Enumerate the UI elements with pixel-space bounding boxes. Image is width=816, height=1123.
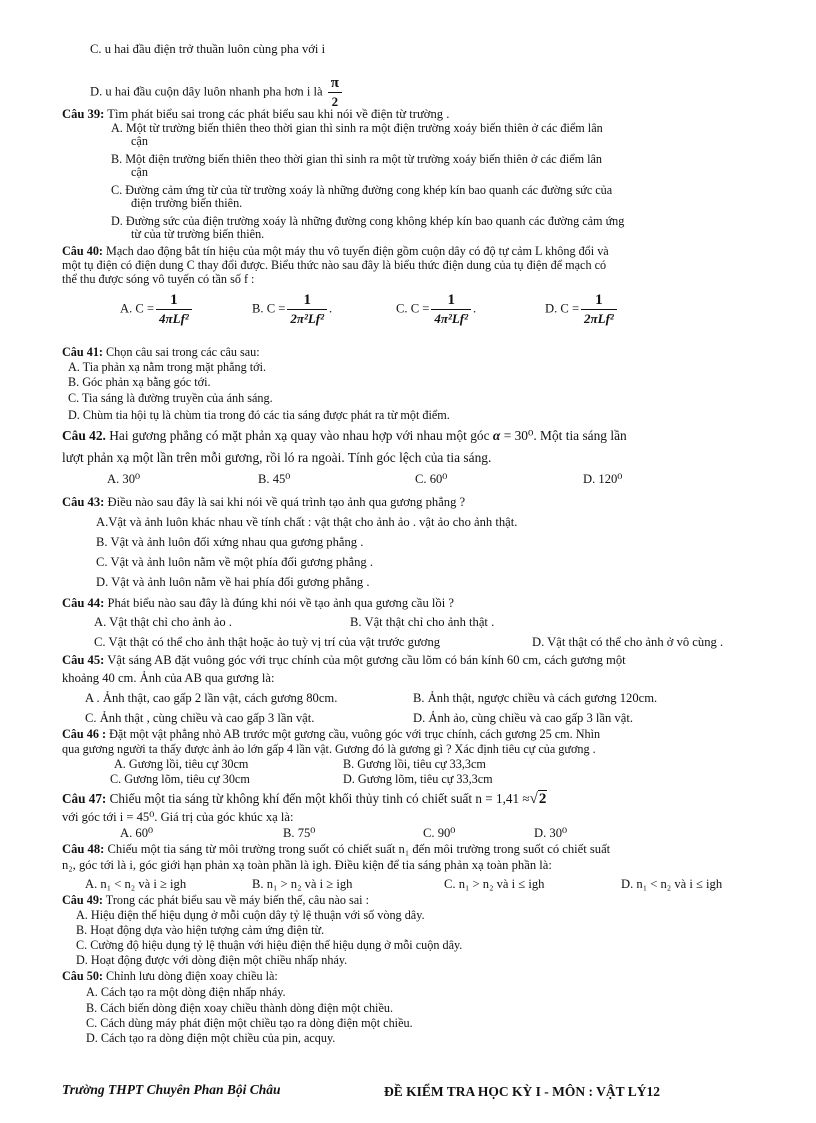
q39-option-d-cont: từ của từ trường biến thiên. xyxy=(131,227,265,241)
q41-stem-text: Chọn câu sai trong các câu sau: xyxy=(106,345,260,359)
q40-a-fraction xyxy=(156,292,192,327)
q44-option-c: C. Vật thật có thể cho ảnh thật hoặc ảo tuỳ vị trí của vật trước gương xyxy=(94,635,441,649)
q40-c-den: 4π²Lf² xyxy=(434,311,469,326)
q39-stem xyxy=(62,107,449,121)
q49-option-b: B. Hoạt động dựa vào hiện tượng cảm ứng điện từ. xyxy=(76,923,325,937)
q47-option-b: B. 75⁰ xyxy=(283,826,316,840)
q44-stem xyxy=(62,596,454,610)
q40-option-c xyxy=(396,292,476,327)
footer-exam-title: ĐỀ KIỂM TRA HỌC KỲ I - MÔN : VẬT LÝ12 xyxy=(384,1084,661,1099)
alpha-symbol: α xyxy=(492,428,501,443)
q48-option-d: D. n₁ < n₂ và i ≤ igh xyxy=(621,877,723,891)
q50-stem-text: Chỉnh lưu dòng điện xoay chiều là: xyxy=(102,969,278,983)
q39-stem-text: Tìm phát biểu sai trong các phát biểu sau khi nói về điện từ trường . xyxy=(107,107,450,121)
q43-number: Câu 43: xyxy=(62,495,105,509)
q47-stem-line1: Chiếu một tia sáng từ không khí đến một khối thủy tinh có chiết suất n = 1,41 ≈ xyxy=(109,791,530,806)
q41-option-c: C. Tia sáng là đường truyền của ánh sáng. xyxy=(68,391,273,405)
q50-option-a: A. Cách tạo ra một dòng điện nhấp nháy. xyxy=(86,985,286,999)
q40-c-label: C. C = xyxy=(396,301,430,316)
q43-option-b: B. Vật và ảnh luôn đối xứng nhau qua gương phẳng . xyxy=(96,535,364,549)
q39-option-b-cont: cận xyxy=(131,165,148,179)
q47-option-c: C. 90⁰ xyxy=(423,826,456,840)
q50-option-b: B. Cách biến dòng điện xoay chiều thành dòng điện một chiều. xyxy=(86,1001,393,1015)
q42-stem xyxy=(62,429,627,443)
q46-option-c: C. Gương lõm, tiêu cự 30cm xyxy=(110,772,250,786)
q40-d-den: 2πLf² xyxy=(584,311,614,326)
q46-option-a: A. Gương lồi, tiêu cự 30cm xyxy=(114,757,249,771)
q46-stem xyxy=(62,727,600,741)
q41-option-d: D. Chùm tia hội tụ là chùm tia trong đó các tia sáng được phát ra từ một điểm. xyxy=(68,408,450,422)
q47-stem-line2: với góc tới i = 45⁰. Giá trị của góc khúc xạ là: xyxy=(62,810,294,824)
q50-option-d: D. Cách tạo ra dòng điện một chiều của pin, acquy. xyxy=(86,1031,336,1045)
q45-option-c: C. Ảnh thật , cùng chiều và cao gấp 3 lần vật. xyxy=(85,711,315,725)
q40-a-num: 1 xyxy=(156,292,192,310)
q39-option-d: D. Đường sức của điện trường xoáy là những đường cong không khép kín bao quanh các đường cảm ứng xyxy=(111,214,625,228)
q42-stem-line2: lượt phản xạ một lần trên mỗi gương, rồi ló ra ngoài. Tính góc lệch của tia sáng. xyxy=(62,450,492,465)
q38-option-d-text: D. u hai đầu cuộn dây luôn nhanh pha hơn i là xyxy=(90,84,323,99)
q48-stem-line2: n₂, góc tới là i, góc giới hạn phản xạ toàn phần là igh. Điều kiện để tia sáng phản xạ toàn phần là: xyxy=(62,858,552,872)
q40-b-label: B. C = xyxy=(252,301,286,316)
q40-option-d xyxy=(545,292,619,327)
q38-frac-num: π xyxy=(328,75,342,93)
q40-number: Câu 40: xyxy=(62,244,103,258)
q39-option-b: B. Một điện trường biến thiên theo thời gian thì sinh ra một từ trường xoáy biến thiên ở các điểm lân xyxy=(111,152,603,166)
q44-option-d: D. Vật thật có thể cho ảnh ở vô cùng . xyxy=(532,635,724,649)
q40-c-fraction xyxy=(431,292,471,327)
q40-option-b xyxy=(252,292,332,327)
q40-stem xyxy=(62,244,609,258)
q50-option-c: C. Cách dùng máy phát điện một chiều tạo ra dòng điện một chiều. xyxy=(86,1016,413,1030)
q48-stem-line1: Chiếu một tia sáng từ môi trường trong suốt có chiết suất n₁ đến môi trường trong suốt có chiết suất xyxy=(107,842,611,856)
q46-stem-line1: Đặt một vật phẳng nhỏ AB trước một gương cầu, vuông góc với trục chính, cách gương 25 cm. Nhìn xyxy=(109,727,601,741)
q43-option-c: C. Vật và ảnh luôn nằm về một phía đối gương phẳng . xyxy=(96,555,373,569)
q41-number: Câu 41: xyxy=(62,345,103,359)
q40-a-label: A. C = xyxy=(120,301,155,316)
q39-option-c-cont: điện trường biến thiên. xyxy=(131,196,243,210)
q44-stem-text: Phát biểu nào sau đây là đúng khi nói về tạo ảnh qua gương cầu lồi ? xyxy=(107,596,454,610)
q43-stem xyxy=(62,495,465,509)
q40-d-fraction xyxy=(581,292,617,327)
q45-stem-line1: Vật sáng AB đặt vuông góc với trục chính của một gương cầu lõm có bán kính 60 cm, cách gương một xyxy=(107,653,626,667)
q44-option-b: B. Vật thật chỉ cho ảnh thật . xyxy=(350,615,495,629)
q48-stem xyxy=(62,842,610,856)
q38-option-c: C. u hai đầu điện trở thuần luôn cùng pha với i xyxy=(90,42,326,56)
q39-number: Câu 39: xyxy=(62,107,105,121)
q49-option-d: D. Hoạt động được với dòng điện một chiều nhấp nháy. xyxy=(76,953,348,967)
q42-option-a: A. 30⁰ xyxy=(107,472,141,486)
q41-option-b: B. Góc phản xạ bằng góc tới. xyxy=(68,375,211,389)
q46-option-b: B. Gương lồi, tiêu cự 33,3cm xyxy=(343,757,486,771)
q40-d-label: D. C = xyxy=(545,301,580,316)
q49-option-c: C. Cường độ hiệu dụng tỷ lệ thuận với hiệu điện thế hiệu dụng ở mỗi cuộn dây. xyxy=(76,938,463,952)
q47-number: Câu 47: xyxy=(62,791,107,806)
q48-number: Câu 48: xyxy=(62,842,105,856)
q38-option-d xyxy=(90,75,344,110)
q44-option-a: A. Vật thật chỉ cho ảnh ảo . xyxy=(94,615,232,629)
q45-option-a: A . Ảnh thật, cao gấp 2 lần vật, cách gương 80cm. xyxy=(85,691,338,705)
q48-option-a: A. n₁ < n₂ và i ≥ igh xyxy=(85,877,187,891)
q48-option-b: B. n₁ > n₂ và i ≥ igh xyxy=(252,877,353,891)
q40-b-den: 2π²Lf² xyxy=(290,311,325,326)
q45-option-b: B. Ảnh thật, ngược chiều và cách gương 120cm. xyxy=(413,691,658,705)
q39-option-a: A. Một từ trường biến thiên theo thời gian thì sinh ra một điện trường xoáy biến thiên ở các điểm lân xyxy=(111,121,603,135)
q49-stem xyxy=(62,893,369,907)
q42-option-b: B. 45⁰ xyxy=(258,472,291,486)
q40-c-post: . xyxy=(473,301,477,316)
q45-stem xyxy=(62,653,626,667)
q40-b-fraction xyxy=(287,292,327,327)
q49-number: Câu 49: xyxy=(62,893,103,907)
q42-stem-line1-end: = 30⁰. Một tia sáng lần xyxy=(503,428,627,443)
q49-option-a: A. Hiệu điện thế hiệu dụng ở mỗi cuộn dây tỷ lệ thuận với số vòng dây. xyxy=(76,908,425,922)
q41-option-a: A. Tia phản xạ nằm trong mặt phẳng tới. xyxy=(68,360,267,374)
q40-b-post: . xyxy=(329,301,333,316)
q42-option-d: D. 120⁰ xyxy=(583,472,623,486)
footer-school-name: Trường THPT Chuyên Phan Bội Châu xyxy=(62,1082,281,1097)
q42-number: Câu 42. xyxy=(62,428,106,443)
q40-d-num: 1 xyxy=(581,292,617,310)
q43-option-d: D. Vật và ảnh luôn nằm về hai phía đối gương phẳng . xyxy=(96,575,370,589)
q40-a-den: 4πLf² xyxy=(159,311,189,326)
q42-stem-line1: Hai gương phẳng có mặt phản xạ quay vào nhau hợp với nhau một góc xyxy=(109,428,490,443)
q40-b-num: 1 xyxy=(287,292,327,310)
q42-option-c: C. 60⁰ xyxy=(415,472,448,486)
q46-number: Câu 46 : xyxy=(62,727,107,741)
sqrt-symbol: √2 xyxy=(529,791,547,807)
q41-stem xyxy=(62,345,260,359)
q46-stem-line2: qua gương người ta thấy được ảnh ảo lớn gấp 4 lần vật. Gương đó là gương gì ? Xác định tiêu cự của gương . xyxy=(62,742,596,756)
q47-stem xyxy=(62,792,547,806)
q40-stem-line3: thể thu được sóng vô tuyến có tần số f : xyxy=(62,272,255,286)
q47-option-a: A. 60⁰ xyxy=(120,826,154,840)
q39-option-c: C. Đường cảm ứng từ của từ trường xoáy là những đường cong khép kín bao quanh các đường sức của xyxy=(111,183,613,197)
q50-stem xyxy=(62,969,278,983)
q43-stem-text: Điều nào sau đây là sai khi nói về quá trình tạo ảnh qua gương phẳng ? xyxy=(107,495,466,509)
q50-number: Câu 50: xyxy=(62,969,103,983)
q38-frac-den: 2 xyxy=(331,94,339,109)
q40-c-num: 1 xyxy=(431,292,471,310)
q44-number: Câu 44: xyxy=(62,596,105,610)
q47-option-d: D. 30⁰ xyxy=(534,826,568,840)
q38-fraction xyxy=(328,75,342,110)
q49-stem-text: Trong các phát biểu sau về máy biến thế, câu nào sai : xyxy=(105,893,369,907)
q40-stem-line1: Mạch dao động bắt tín hiệu của một máy thu vô tuyến điện gồm cuộn dây có độ tự cảm L không đổi và xyxy=(106,244,609,258)
q40-option-a xyxy=(120,292,194,327)
q43-option-a: A.Vật và ảnh luôn khác nhau về tính chất : vật thật cho ảnh ảo . vật ảo cho ảnh thật. xyxy=(96,515,518,529)
sqrt-radicand: 2 xyxy=(538,791,547,807)
q45-number: Câu 45: xyxy=(62,653,105,667)
q40-stem-line2: một tụ điện có điện dung C thay đổi được. Biểu thức nào sau đây là biểu thức điện dung của tụ điện để mạch có xyxy=(62,258,607,272)
q48-option-c: C. n₁ > n₂ và i ≤ igh xyxy=(444,877,545,891)
q45-option-d: D. Ảnh ảo, cùng chiều và cao gấp 3 lần vật. xyxy=(413,711,633,725)
q46-option-d: D. Gương lõm, tiêu cự 33,3cm xyxy=(343,772,493,786)
q39-option-a-cont: cận xyxy=(131,134,148,148)
q45-stem-line2: khoảng 40 cm. Ảnh của AB qua gương là: xyxy=(62,671,275,685)
